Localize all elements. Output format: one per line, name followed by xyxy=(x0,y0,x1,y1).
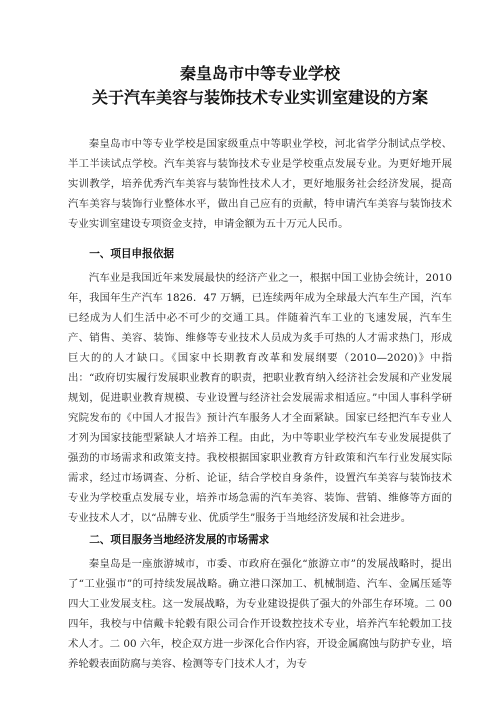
document-title-line1: 秦皇岛市中等专业学校 xyxy=(179,64,340,83)
title-spacer xyxy=(68,110,452,134)
section2-paragraph: 秦皇岛是一座旅游城市，市委、市政府在强化“旅游立市”的发展战略时，提出了“工业强市”的可持续发展战略。确立港口深加工、机械制造、汽车、金属压延等四大工业发展支柱。这一发展战略，为专业建设提供了强大的外部生存环境。二 00 四年，我校与中信戴卡轮毂有限公司合作开设数控技术专业，培养汽车轮毂加工技术人才。二 00 六年，校企双方进一步深化合作内容，开设金属腐蚀与防护专业，培养轮毂表面防腐与美容、检测等专门技术人才，为专 xyxy=(68,558,452,670)
section1-heading: 一、项目申报依据 xyxy=(89,248,174,260)
intro-paragraph: 秦皇岛市中等专业学校是国家级重点中等职业学校，河北省学分制试点学校、半工半读试点学校。汽车美容与装饰技术专业是学校重点发展专业。为更好地开展实训教学，培养优秀汽车美容与装饰性技术人才，更好地服务社会经济发展，提高汽车美容与装饰行业整体水平，做出自己应有的贡献，特申请汽车美容与装饰技术专业实训室建设专项资金支持，申请金额为五十万元人民币。 xyxy=(68,138,452,230)
document-title-line2: 关于汽车美容与装饰技术专业实训室建设的方案 xyxy=(91,88,428,107)
section2-heading: 二、项目服务当地经济发展的市场需求 xyxy=(89,534,270,546)
section1-paragraph: 汽车业是我国近年来发展最快的经济产业之一，根据中国工业协会统计，2010 年，我国年生产汽车 1826．47 万辆，已连续两年成为全球最大汽车生产国，汽车已经成为人们生活中必不可少的交通工具。伴随着汽车工业的飞速发展，汽车生产、销售、美容、装饰、维修等专业技术人员成为炙手可热的人才需求热门，形成巨大的的人才缺口。《国家中长期教育改革和发展纲要（2010—2020)》中指出：“政府切实履行发展职业教育的职责，把职业教育纳入经济社会发展和产业发展规划，促进职业教育规模、专业设置与经济社会发展需求相适应。”中国人事科学研究院发布的《中国人才报告》预计汽车服务人才全面紧缺。国家已经把汽车专业人才列为国家技能型紧缺人才培养工程。由此，为中等职业学校汽车专业发展提供了强劲的市场需求和政策支持。我校根据国家职业教育方针政策和汽车行业发展实际需求，经过市场调查、分析、论证，结合学校自身条件，设置汽车美容与装饰技术专业为学校重点发展专业，培养市场急需的汽车美容、装饰、营销、维修等方面的专业技术人才，以“品牌专业、优质学生”服务于当地经济发展和社会进步。 xyxy=(68,272,452,524)
